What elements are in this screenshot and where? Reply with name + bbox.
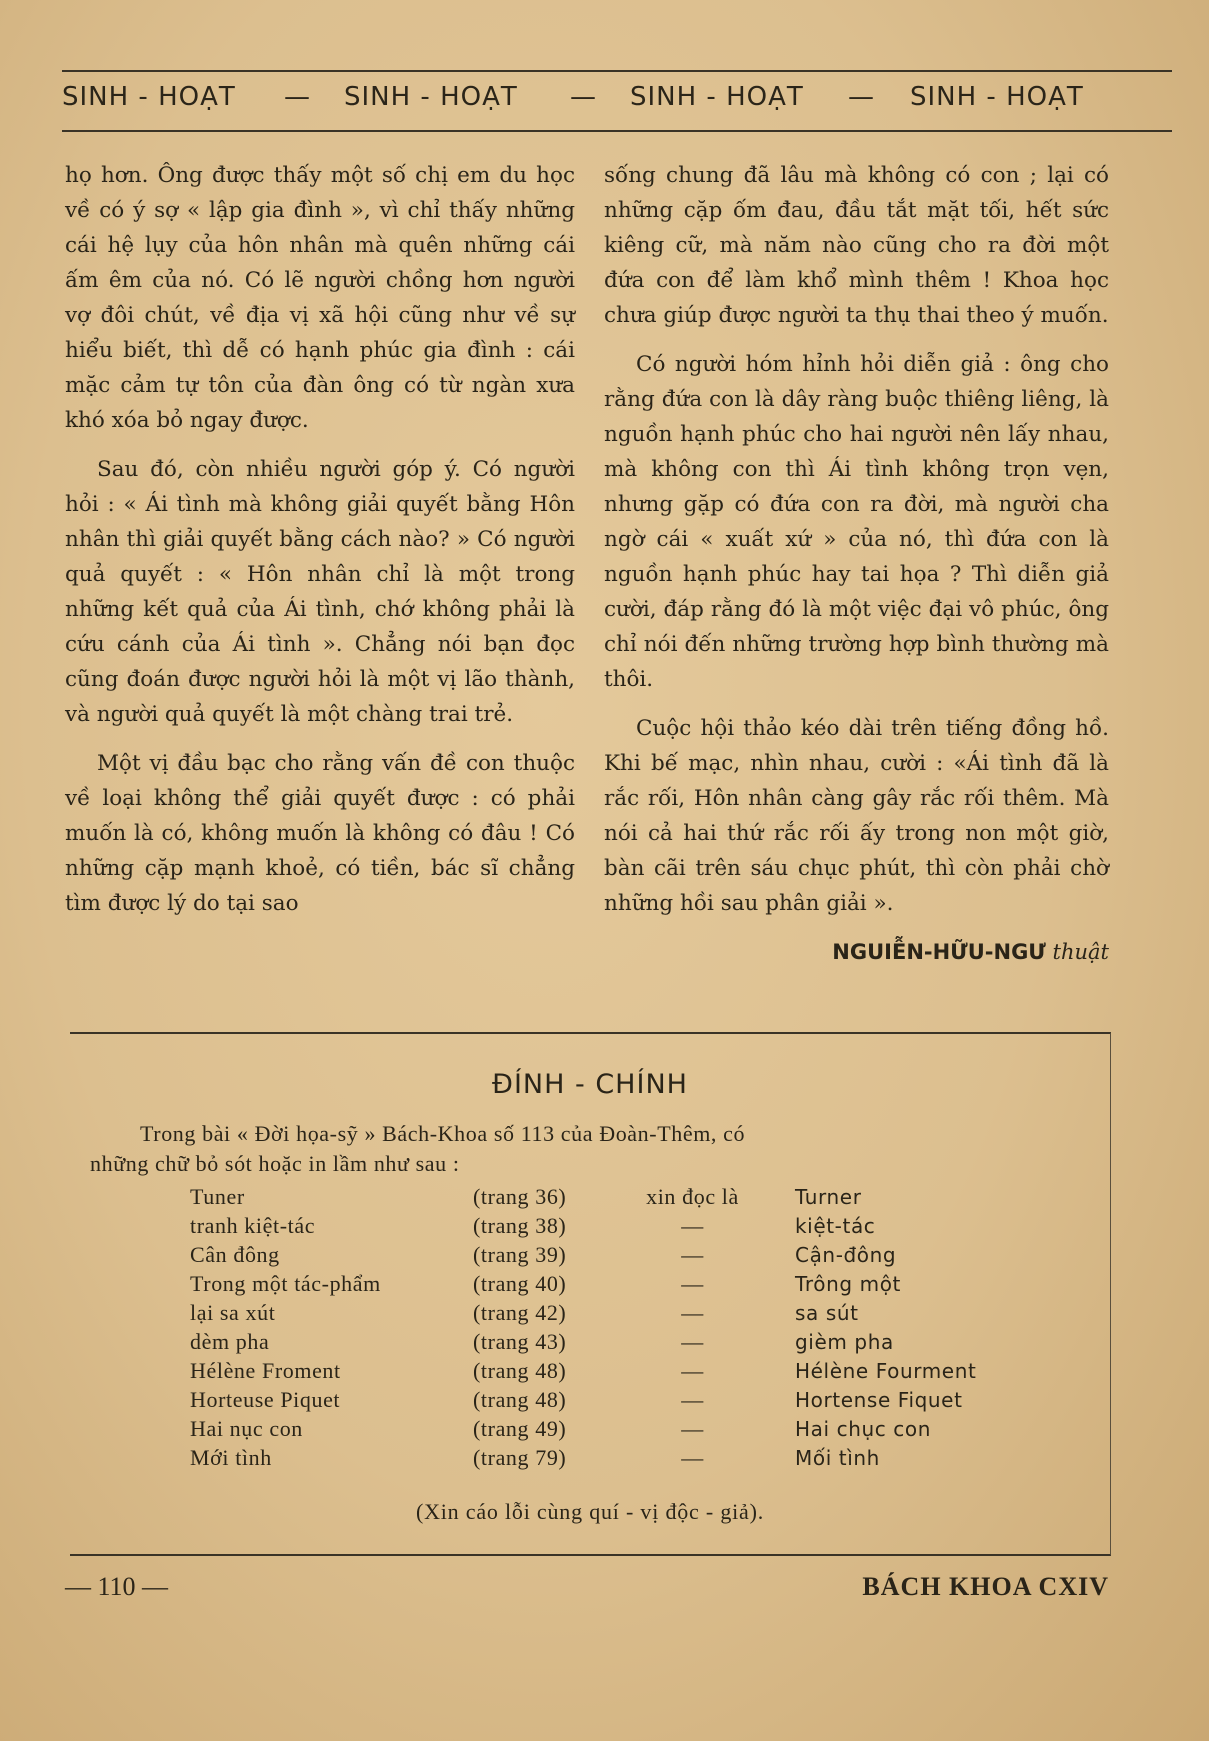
right-paragraph-2: Có người hóm hỉnh hỏi diễn giả : ông cho rằng đứa con là dây ràng buộc thiêng liêng, là nguồn hạnh phúc cho hai người nên lấy nhau, mà không con thì Ái tình không trọn vẹn, nhưng gặp có đứa con ra đời, mà người cha ngờ cái « xuất xứ » của nó, thì đứa con là nguồn hạnh phúc hay tai họa ? Thì diễn giả cười, đáp rằng đó là một việc đại vô phúc, ông chỉ nói đến những trường hợp bình thường mà thôi. <box>604 352 1109 692</box>
errata-row <box>190 1327 1055 1356</box>
errata-wrong-text: Cân đông <box>190 1241 280 1267</box>
errata-table <box>190 1182 1055 1472</box>
left-paragraph-2: Sau đó, còn nhiều người góp ý. Có người hỏi : « Ái tình mà không giải quyết bằng Hôn nhân thì giải quyết bằng cách nào? » Có người quả quyết : « Hôn nhân chỉ là một trong những kết quả của Ái tình, chớ không phải là cứu cánh của Ái tình ». Chẳng nói bạn đọc cũng đoán được người hỏi là một vị lão thành, và người quả quyết là một chàng trai trẻ. <box>65 457 575 727</box>
errata-wrong-text: dèm pha <box>190 1328 270 1354</box>
errata-page-ref: (trang 79) <box>473 1444 567 1470</box>
errata-correct-text: gièm pha <box>795 1329 894 1354</box>
erratum-intro-line-1: Trong bài « Đời họa-sỹ » Bách-Khoa số 113 của Đoàn-Thêm, có <box>140 1121 746 1146</box>
header-separator-1: — <box>284 82 310 112</box>
article-left-column <box>65 158 575 935</box>
errata-row <box>190 1211 1055 1240</box>
errata-correct-text: sa sút <box>795 1300 859 1325</box>
errata-wrong-text: Hai nục con <box>190 1415 303 1441</box>
errata-row <box>190 1182 1055 1211</box>
errata-page-ref: (trang 43) <box>473 1328 567 1354</box>
errata-wrong-text: Mới tình <box>190 1444 272 1470</box>
errata-wrong-text: lại sa xút <box>190 1299 276 1325</box>
errata-wrong-text: Horteuse Piquet <box>190 1386 341 1412</box>
errata-wrong-text: Trong một tác-phẩm <box>190 1270 381 1296</box>
errata-correct-text: Mối tình <box>795 1445 880 1470</box>
erratum-apology: (Xin cáo lỗi cùng quí - vị độc - giả). <box>415 1499 765 1524</box>
page-number: — 110 — <box>65 1572 169 1601</box>
errata-instruction: — <box>681 1299 704 1325</box>
errata-correct-text: kiệt-tác <box>795 1213 876 1238</box>
errata-correct-text: Hélène Fourment <box>795 1358 977 1383</box>
errata-page-ref: (trang 42) <box>473 1299 567 1325</box>
errata-instruction: — <box>681 1357 704 1383</box>
author-name: NGUIỄN-HỮU-NGƯ <box>832 940 1046 964</box>
erratum-box <box>70 1032 1111 1556</box>
erratum-intro <box>90 1119 1070 1179</box>
errata-wrong-text: Tuner <box>190 1183 245 1209</box>
errata-page-ref: (trang 48) <box>473 1386 567 1412</box>
author-role: thuật <box>1052 940 1109 964</box>
errata-page-ref: (trang 48) <box>473 1357 567 1383</box>
errata-instruction: — <box>681 1386 704 1412</box>
header-label-2: SINH - HOẠT <box>344 82 518 112</box>
errata-instruction: — <box>681 1241 704 1267</box>
errata-row <box>190 1385 1055 1414</box>
erratum-intro-line-2: những chữ bỏ sót hoặc in lầm như sau : <box>90 1151 460 1176</box>
publication-name: BÁCH KHOA CXIV <box>862 1572 1109 1601</box>
errata-page-ref: (trang 49) <box>473 1415 567 1441</box>
errata-wrong-text: Hélène Froment <box>190 1357 341 1383</box>
erratum-title: ĐÍNH - CHÍNH <box>492 1069 688 1100</box>
header-separator-2: — <box>570 82 596 112</box>
right-paragraph-3: Cuộc hội thảo kéo dài trên tiếng đồng hồ. Khi bế mạc, nhìn nhau, cười : «Ái tình đã là rắc rối, Hôn nhân càng gây rắc rối thêm. Mà nói cả hai thứ rắc rối ấy trong non một giờ, bàn cãi trên sáu chục phút, thì còn phải chờ những hồi sau phân giải ». <box>604 716 1109 916</box>
errata-instruction: — <box>681 1444 704 1470</box>
errata-page-ref: (trang 39) <box>473 1241 567 1267</box>
article-signature <box>604 935 1109 970</box>
errata-row <box>190 1298 1055 1327</box>
errata-instruction: — <box>681 1270 704 1296</box>
errata-page-ref: (trang 40) <box>473 1270 567 1296</box>
errata-correct-text: Hai chục con <box>795 1416 932 1441</box>
errata-page-ref: (trang 36) <box>473 1183 567 1209</box>
errata-correct-text: Trông một <box>795 1271 901 1296</box>
errata-row <box>190 1443 1055 1472</box>
errata-page-ref: (trang 38) <box>473 1212 567 1238</box>
errata-row <box>190 1356 1055 1385</box>
errata-correct-text: Turner <box>795 1184 862 1209</box>
header-label-3: SINH - HOẠT <box>630 82 804 112</box>
errata-instruction: — <box>681 1415 704 1441</box>
errata-instruction: — <box>681 1328 704 1354</box>
errata-wrong-text: tranh kiệt-tác <box>190 1212 316 1238</box>
errata-row <box>190 1240 1055 1269</box>
section-header <box>62 70 1172 132</box>
article-right-column <box>604 158 1109 970</box>
left-paragraph-3: Một vị đầu bạc cho rằng vấn đề con thuộc về loại không thể giải quyết được : có phải muốn là có, không muốn là không có đâu ! Có những cặp mạnh khoẻ, có tiền, bác sĩ chẳng tìm được lý do tại sao <box>65 751 575 916</box>
errata-correct-text: Hortense Fiquet <box>795 1387 963 1412</box>
header-label-1: SINH - HOẠT <box>62 82 236 112</box>
left-paragraph-1: họ hơn. Ông được thấy một số chị em du học về có ý sợ « lập gia đình », vì chỉ thấy những cái hệ lụy của hôn nhân mà quên những cái ấm êm của nó. Có lẽ người chồng hơn người vợ đôi chút, về địa vị xã hội cũng như về sự hiểu biết, thì dễ có hạnh phúc gia đình : cái mặc cảm tự tôn của đàn ông có từ ngàn xưa khó xóa bỏ ngay được. <box>65 163 575 433</box>
errata-correct-text: Cận-đông <box>795 1242 897 1267</box>
errata-row <box>190 1414 1055 1443</box>
right-paragraph-1: sống chung đã lâu mà không có con ; lại có những cặp ốm đau, đầu tắt mặt tối, hết sức kiêng cữ, mà năm nào cũng cho ra đời một đứa con để làm khổ mình thêm ! Khoa học chưa giúp được người ta thụ thai theo ý muốn. <box>604 163 1109 328</box>
header-separator-3: — <box>848 82 874 112</box>
header-label-4: SINH - HOẠT <box>910 82 1084 112</box>
errata-instruction: — <box>681 1212 704 1238</box>
errata-row <box>190 1269 1055 1298</box>
errata-instruction: xin đọc là <box>646 1183 739 1209</box>
